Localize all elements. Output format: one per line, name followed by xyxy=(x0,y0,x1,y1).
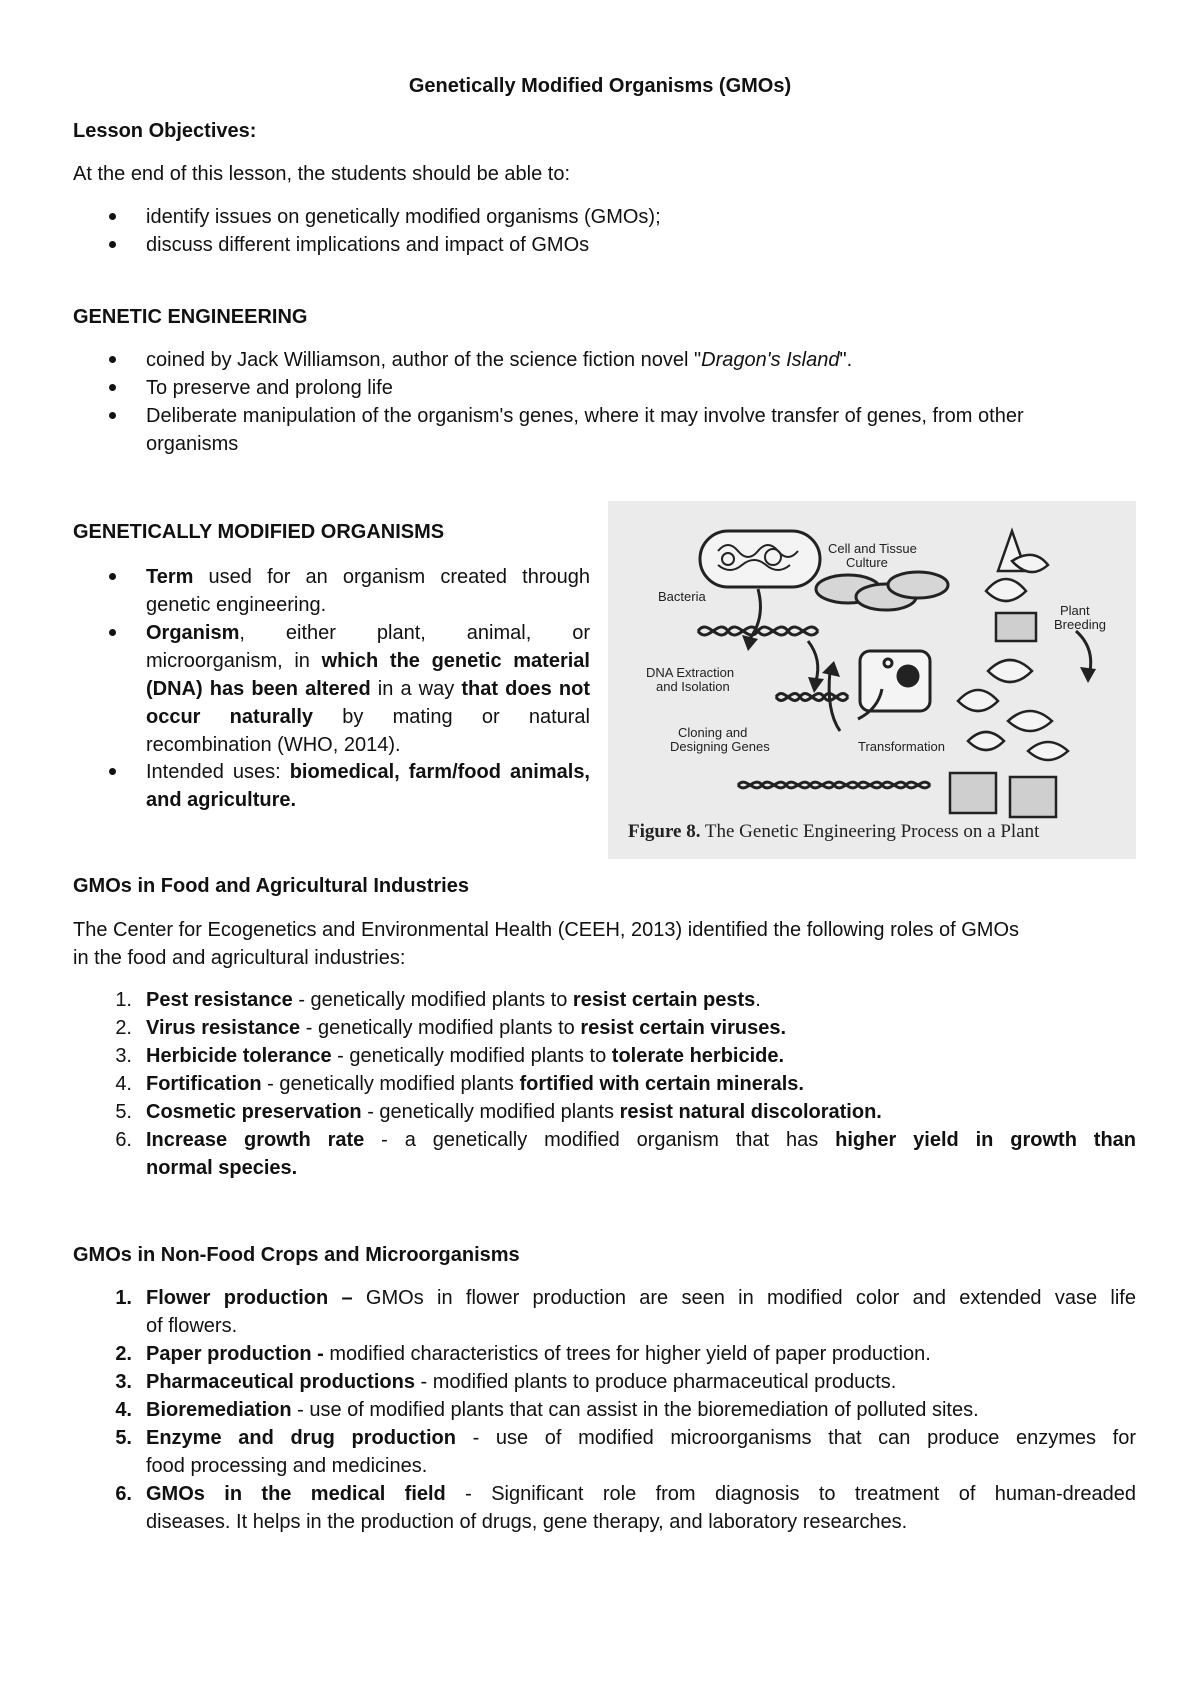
list-number: 2. xyxy=(115,1017,132,1039)
list-number: 6. xyxy=(115,1483,132,1505)
item-bold: Pharmaceutical productions xyxy=(146,1371,415,1393)
ge-item-text: ". xyxy=(839,349,853,371)
food-role-item xyxy=(146,986,761,1014)
item-text: - use of modified plants that can assist in the bioremediation of polluted sites. xyxy=(291,1399,979,1421)
item-text: GMOs in flower production are seen in modified color and extended vase life xyxy=(352,1287,1136,1309)
figure-label-cloning: Cloning and xyxy=(678,725,748,740)
item-text: - genetically modified plants to xyxy=(331,1045,612,1067)
cell-icon xyxy=(860,651,930,711)
ge-item-preserve: To preserve and prolong life xyxy=(146,377,393,399)
item-bold: resist certain pests xyxy=(572,989,756,1011)
food-role-item xyxy=(146,1098,882,1126)
gmo-organism-item xyxy=(146,619,590,759)
item-bold: Fortification xyxy=(146,1073,262,1095)
item-text: - genetically modified plants to xyxy=(292,989,573,1011)
item-text: - modified plants to produce pharmaceutical products. xyxy=(414,1371,897,1393)
item-bold: Pest resistance xyxy=(146,989,293,1011)
organism-text: , either plant, animal, or microorganism, in xyxy=(146,622,590,672)
figure-illustration xyxy=(608,501,1136,859)
figure-caption: Figure 8. The Genetic Engineering Process on a Plant xyxy=(628,821,1040,842)
gmo-term-item xyxy=(146,563,590,619)
nonfood-role-item xyxy=(146,1396,979,1424)
item-text: . xyxy=(755,989,761,1011)
item-bold: Cosmetic preservation xyxy=(146,1101,362,1123)
nonfood-role-item-continued: food processing and medicines. xyxy=(146,1455,428,1477)
item-bold: normal species. xyxy=(146,1157,298,1179)
food-item-growth-line2 xyxy=(146,1154,297,1182)
list-number: 3. xyxy=(115,1371,132,1393)
figure-label-transformation: Transformation xyxy=(858,739,945,754)
food-role-item xyxy=(146,1014,786,1042)
item-bold: higher yield in growth than xyxy=(835,1129,1137,1151)
bullet-icon xyxy=(109,356,116,363)
nonfood-role-item-continued: diseases. It helps in the production of drugs, gene therapy, and laboratory researches. xyxy=(146,1511,908,1533)
objective-item: discuss different implications and impact of GMOs xyxy=(146,234,590,256)
list-number: 1. xyxy=(115,989,132,1011)
item-text: - genetically modified plants xyxy=(361,1101,620,1123)
list-number: 5. xyxy=(115,1101,132,1123)
item-bold: Paper production - xyxy=(146,1343,324,1365)
item-bold: Flower production – xyxy=(146,1287,353,1309)
list-number: 3. xyxy=(115,1045,132,1067)
figure-label-plant: Plant xyxy=(1060,603,1090,618)
nonfood-role-item xyxy=(146,1424,1136,1452)
bullet-icon xyxy=(109,573,116,580)
nonfood-role-item xyxy=(146,1480,1136,1508)
nonfood-role-item-continued: of flowers. xyxy=(146,1315,238,1337)
list-number: 4. xyxy=(115,1399,132,1421)
objective-item: identify issues on genetically modified organisms (GMOs); xyxy=(146,206,661,228)
ge-item-coined xyxy=(146,346,852,374)
bullet-icon xyxy=(109,384,116,391)
list-number: 6. xyxy=(115,1129,132,1151)
genetic-engineering-figure xyxy=(608,501,1136,859)
item-text: - genetically modified plants xyxy=(261,1073,520,1095)
list-number: 2. xyxy=(115,1343,132,1365)
item-bold: resist natural discoloration. xyxy=(619,1101,882,1123)
figure-label-cell: Cell and Tissue xyxy=(828,541,917,556)
item-bold: GMOs in the medical field xyxy=(146,1483,446,1505)
food-section-heading: GMOs in Food and Agricultural Industries xyxy=(73,875,469,897)
item-text: - use of modified microorganisms that can produce enzymes for xyxy=(455,1427,1137,1449)
objectives-intro: At the end of this lesson, the students should be able to: xyxy=(73,163,571,185)
list-number: 4. xyxy=(115,1073,132,1095)
bullet-icon xyxy=(109,412,116,419)
figure-label-dna: and Isolation xyxy=(656,679,730,694)
figure-label-cloning: Designing Genes xyxy=(670,739,770,754)
list-number: 5. xyxy=(115,1427,132,1449)
term-bold: Term xyxy=(146,566,194,588)
uses-text: Intended uses: xyxy=(146,761,290,783)
ge-item-manipulation-line2: organisms xyxy=(146,433,239,455)
item-text: - Significant role from diagnosis to treatment of human-dreaded xyxy=(445,1483,1136,1505)
organism-text: in a way xyxy=(370,678,462,700)
item-text: - a genetically modified organism that has xyxy=(364,1129,836,1151)
list-number: 1. xyxy=(115,1287,132,1309)
gmo-heading: GENETICALLY MODIFIED ORGANISMS xyxy=(73,521,445,543)
food-role-item xyxy=(146,1070,804,1098)
food-intro-line1: The Center for Ecogenetics and Environmental Health (CEEH, 2013) identified the following roles of GMOs xyxy=(73,919,1020,941)
item-text: - genetically modified plants to xyxy=(300,1017,581,1039)
novel-title: Dragon's Island xyxy=(701,349,840,371)
figure-label-cell: Culture xyxy=(846,555,888,570)
item-bold: Herbicide tolerance xyxy=(146,1045,332,1067)
ge-item-text: coined by Jack Williamson, author of the science fiction novel " xyxy=(146,349,702,371)
food-role-item xyxy=(146,1042,784,1070)
organism-bold: Organism xyxy=(146,622,240,644)
objectives-heading: Lesson Objectives: xyxy=(73,120,257,142)
term-text: used for an organism created through genetic engineering. xyxy=(146,566,590,616)
gmo-uses-item xyxy=(146,758,590,814)
food-intro-line2: in the food and agricultural industries: xyxy=(73,947,406,969)
bullet-icon xyxy=(109,768,116,775)
page-title: Genetically Modified Organisms (GMOs) xyxy=(408,75,792,97)
item-bold: fortified with certain minerals. xyxy=(519,1073,804,1095)
bacteria-icon xyxy=(700,531,820,587)
organism-text: by mating or natural recombination (WHO, 2014). xyxy=(146,706,590,756)
nonfood-role-item xyxy=(146,1368,896,1396)
nonfood-role-item xyxy=(146,1284,1136,1312)
item-bold: Virus resistance xyxy=(146,1017,301,1039)
bullet-icon xyxy=(109,241,116,248)
organism-bold: which the genetic material (DNA) has been altered xyxy=(146,650,590,700)
uses-bold: biomedical, farm/food animals, and agriculture. xyxy=(146,761,590,811)
item-text: modified characteristics of trees for higher yield of paper production. xyxy=(323,1343,931,1365)
figure-label-bacteria: Bacteria xyxy=(658,589,706,604)
figure-label-plant: Breeding xyxy=(1054,617,1107,632)
food-item-growth-line1 xyxy=(146,1126,1136,1154)
item-bold: Increase growth rate xyxy=(146,1129,365,1151)
nonfood-section-heading: GMOs in Non-Food Crops and Microorganisms xyxy=(73,1244,520,1266)
bullet-icon xyxy=(109,629,116,636)
figure-label-dna: DNA Extraction xyxy=(646,665,735,680)
item-bold: tolerate herbicide. xyxy=(611,1045,785,1067)
bullet-icon xyxy=(109,213,116,220)
organism-bold: that does not occur naturally xyxy=(146,678,590,728)
ge-item-manipulation-line1: Deliberate manipulation of the organism's genes, where it may involve transfer of genes, from other xyxy=(146,405,1024,427)
genetic-engineering-heading: GENETIC ENGINEERING xyxy=(73,306,308,328)
nonfood-role-item xyxy=(146,1340,931,1368)
item-bold: Bioremediation xyxy=(146,1399,292,1421)
item-bold: resist certain viruses. xyxy=(580,1017,787,1039)
item-bold: Enzyme and drug production xyxy=(146,1427,456,1449)
